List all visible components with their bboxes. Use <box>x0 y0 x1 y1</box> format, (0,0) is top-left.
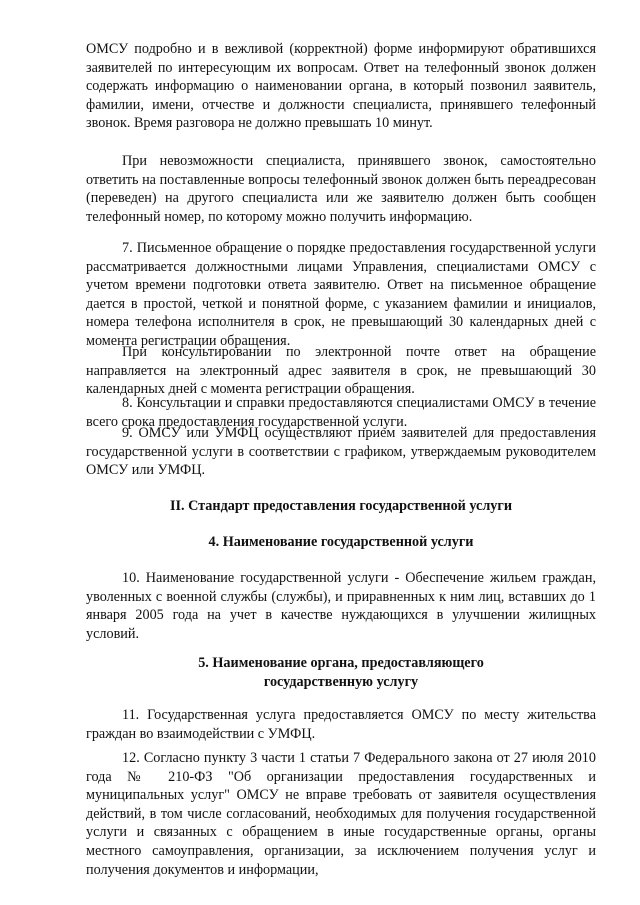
paragraph-redirect-call: При невозможности специалиста, принявшего звонок, самостоятельно ответить на поставленные вопросы телефонный звонок должен быть переадресован (переведен) на другого специалиста или же заявителю должен быть сообщен телефонный номер, по которому можно получить информацию. <box>86 153 596 225</box>
paragraph-8-consultations: 8. Консультации и справки предоставляются специалистами ОМСУ в течение всего срока предоставления государственной услуги. <box>86 395 596 430</box>
heading-providing-body-line1: 5. Наименование органа, предоставляющего <box>198 655 484 671</box>
paragraph-7-written-request: 7. Письменное обращение о порядке предоставления государственной услуги рассматривается должностными лицами Управления, специалистами ОМСУ с учетом времени подготовки ответа заявителю. Ответ на письменное обращение дается в простой, четкой и понятной форме, с указанием фамилии и инициалов, номера телефона исполнителя в срок, не превышающий 30 календарных дней с момента регистрации обращения. <box>86 240 596 349</box>
paragraph-10-service-name: 10. Наименование государственной услуги - Обеспечение жильем граждан, уволенных с военной службы (службы), и приравненных к ним лиц, вставших до 1 января 2005 года на учет в качестве нуждающихся в улучшении жилищных условий. <box>86 570 596 642</box>
heading-service-name: 4. Наименование государственной услуги <box>208 534 474 550</box>
paragraph-omsu-inform: ОМСУ подробно и в вежливой (корректной) форме информируют обратившихся заявителей по интересующим их вопросам. Ответ на телефонный звонок должен содержать информацию о наименовании органа, в который позвонил заявитель, фамилии, имени, отчестве и должности специалиста, принявшего телефонный звонок. Время разговора не должно превышать 10 минут. <box>86 41 596 132</box>
paragraph-email-consult: При консультировании по электронной почте ответ на обращение направляется на электронный адрес заявителя в срок, не превышающий 30 календарных дней с момента регистрации обращения. <box>86 344 596 398</box>
paragraph-9-reception: 9. ОМСУ или УМФЦ осуществляют прием заявителей для предоставления государственной услуги в соответствии с графиком, утверждаемым руководителем ОМСУ или УМФЦ. <box>86 425 596 479</box>
paragraph-11-provider: 11. Государственная услуга предоставляется ОМСУ по месту жительства граждан во взаимодействии с УМФЦ. <box>86 707 596 742</box>
heading-providing-body-line2: государственную услугу <box>263 674 419 690</box>
paragraph-12-law-reference: 12. Согласно пункту 3 части 1 статьи 7 Федерального закона от 27 июля 2010 года № 210-ФЗ "Об организации предоставления государственных и муниципальных услуг" ОМСУ не вправе требовать от заявителя осуществления действий, в том числе согласований, необходимых для получения государственной услуги и связанных с обращением в иные государственные органы, органы местного самоуправления, организации, за исключением получения услуг и получения документов и информации, <box>86 750 596 878</box>
section-heading-standard: II. Стандарт предоставления государственной услуги <box>169 498 513 514</box>
